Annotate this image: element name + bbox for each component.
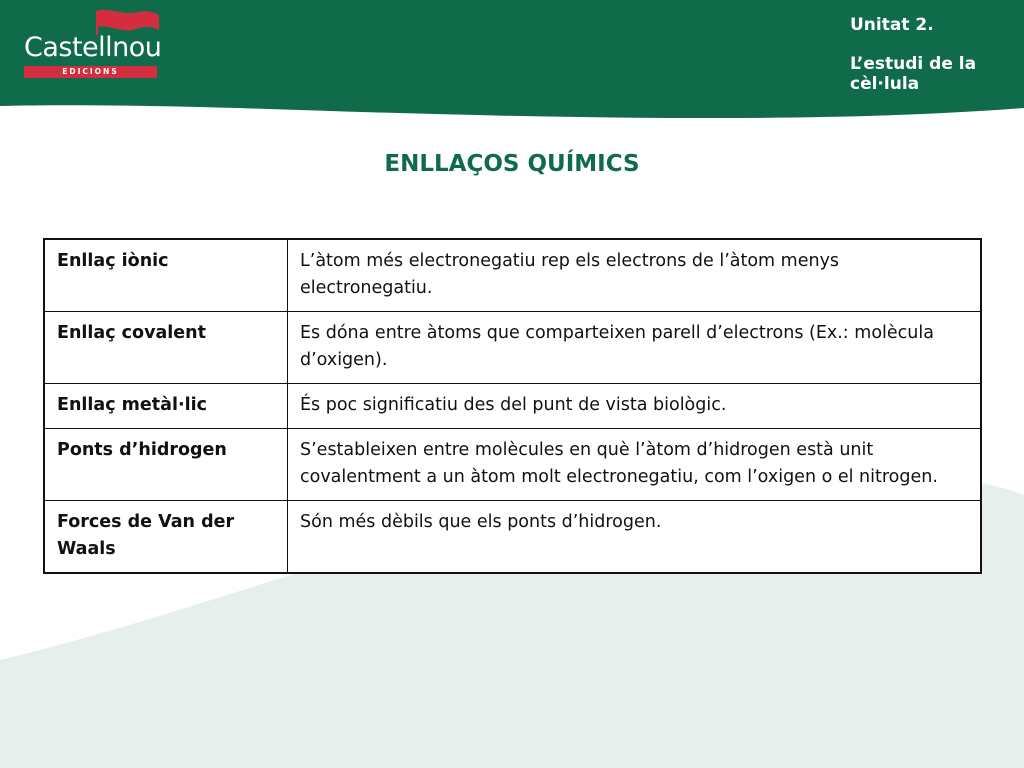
bond-description: S’estableixen entre molècules en què l’àtom d’hidrogen està unit covalentment a un àtom molt electronegatiu, com l’oxigen o el nitrogen.	[288, 429, 982, 501]
bond-term: Ponts d’hidrogen	[44, 429, 288, 501]
bond-term: Forces de Van der Waals	[44, 501, 288, 574]
table-row	[44, 384, 981, 429]
page-title: ENLLAÇOS QUÍMICS	[384, 151, 640, 177]
bond-term: Enllaç iònic	[44, 239, 288, 312]
table-row	[44, 239, 981, 312]
bond-description: És poc significatiu des del punt de vista biològic.	[288, 384, 982, 429]
bond-description: Són més dèbils que els ponts d’hidrogen.	[288, 501, 982, 574]
table-row	[44, 501, 981, 574]
logo-subtitle: EDICIONS	[24, 66, 157, 78]
bonds-table	[43, 238, 982, 574]
bond-term: Enllaç covalent	[44, 312, 288, 384]
table-row	[44, 429, 981, 501]
unit-number: Unitat 2.	[850, 15, 934, 35]
bond-description: Es dóna entre àtoms que comparteixen parell d’electrons (Ex.: molècula d’oxigen).	[288, 312, 982, 384]
bond-term: Enllaç metàl·lic	[44, 384, 288, 429]
publisher-logo	[20, 8, 162, 80]
bond-description: L’àtom més electronegatiu rep els electrons de l’àtom menys electronegatiu.	[288, 239, 982, 312]
logo-wordmark: Castellnou	[24, 32, 162, 63]
unit-title: L’estudi de la cèl·lula	[850, 54, 977, 94]
table-row	[44, 312, 981, 384]
